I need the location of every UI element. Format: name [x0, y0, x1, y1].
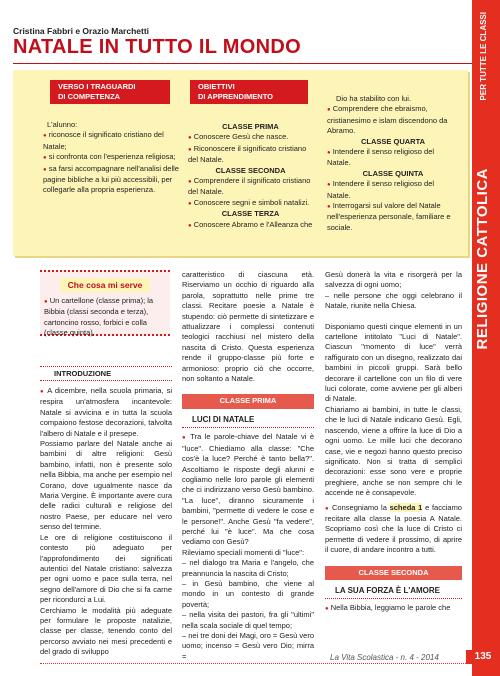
continued-text: Dio ha stabilito con lui.: [336, 94, 412, 103]
body-text: Consegniamo la: [332, 502, 390, 512]
body-paragraph-text: Nella Bibbia, leggiamo le parole che: [330, 603, 451, 613]
traguardi-intro: L'alunno:: [47, 120, 78, 129]
list-item: ● Interrogarsi sul valore del Natale nell'esperienza personale, familiare e sociale.: [327, 201, 451, 232]
body-paragraph: Gesù donerà la vita e risorgerà per la salvezza di ogni uomo;: [325, 270, 462, 290]
materials-text: ● Un cartellone (classe prima); la Bibbia (classi seconda e terza), cartoncino rosso, forbici e colla (classe quinta).: [44, 296, 154, 338]
list-item-text: Interrogarsi sul valore del Natale nell'esperienza personale, familiare e sociale.: [327, 201, 451, 232]
list-item: – nei tre doni dei Magi, oro = Gesù vero uomo; incenso = Gesù vero Dio; mirra =: [182, 631, 314, 661]
list-item: ● Intendere il senso religioso del Natale.: [327, 147, 435, 168]
obiettivi-text-cont: [327, 94, 459, 233]
body-paragraph-text: Tra le parole-chiave del Natale vi è "luce". Chiediamo alla classe: "Che cos'è la luce? Perché è tanto bella?". Ascoltiamo le risposte degli alunni e cogliamo nelle loro parole gli elementi che ci indirizzano verso Gesù bambino. "La luce", diranno sicuramente i bambini, "permette di vedere le cose e le persone!". Anche Gesù "fa vedere", perché lui "è luce". Ma che cosa vediamo con Gesù?: [182, 432, 315, 547]
section-classe-seconda: CLASSE SECONDA: [325, 566, 462, 580]
body-paragraph: ● Tra le parole-chiave del Natale vi è "luce". Chiediamo alla classe: "Che cos'è la luce? Perché è tanto bella?". Ascoltiamo le risposte degli alunni e cogliamo nelle loro parole gli elementi che ci indirizzano verso Gesù bambino. "La luce", diranno sicuramente i bambini, "permette di vedere le cose e le persone!". Anche Gesù "fa vedere", perché lui "è luce". Ma che cosa vediamo con Gesù?: [182, 432, 315, 547]
class-heading: CLASSE QUINTA: [362, 168, 424, 178]
traguardi-heading-line2: DI COMPETENZA: [58, 92, 121, 101]
list-item-text: Comprendere che ebraismo, cristianesimo e islam discendono da Abramo.: [327, 104, 448, 136]
list-item: – nella visita dei pastori, fra gli "ultimi" nella scala sociale di quel tempo;: [182, 610, 314, 630]
page-title: NATALE IN TUTTO IL MONDO: [13, 36, 301, 58]
obiettivi-heading: [190, 80, 308, 104]
list-item: ● Conoscere Gesù che nasce.: [188, 132, 289, 142]
magazine-name: La Vita Scolastica - n. 4 - 2014: [330, 653, 439, 662]
class-heading: CLASSE QUARTA: [360, 136, 426, 146]
column-3: [325, 270, 462, 615]
list-item: – in Gesù bambino, che viene al mondo in un contesto di grande povertà;: [182, 578, 314, 609]
list-item-text: Intendere il senso religioso del Natale.: [327, 179, 435, 200]
body-paragraph: – nelle persone che oggi celebrano il Natale, riunite nella Chiesa.: [325, 290, 462, 311]
body-paragraph: ● Nella Bibbia, leggiamo le parole che: [325, 603, 451, 613]
intro-section: [40, 366, 172, 658]
materials-box: [40, 270, 170, 336]
traguardi-header: [50, 80, 170, 104]
page-number: 135: [466, 650, 500, 664]
materials-text-body: Un cartellone (classe prima); la Bibbia (classi seconda e terza), cartoncino rosso, forbici e colla (classe quinta).: [44, 296, 154, 338]
materials-heading: Che cosa mi serve: [60, 278, 150, 292]
intro-paragraph: Possiamo parlare del Natale anche ai bambini di altre religioni: Gesù bambino, infatti, non è presente solo nella Bibbia, ma anche per esempio nel Corano, dove ugualmente nasce da Maria Vergine. È importante avere cura delle radici culturali e religiose del nostro Paese, per educare nel vero senso del termine.: [40, 439, 172, 532]
intro-paragraph: ● A dicembre, nella scuola primaria, si respira un'atmosfera incantevole: Natale si avvicina e in tutta la scuola compaiono festose decorazioni, talvolta l'albero di Natale e il presepe.: [40, 386, 172, 438]
traguardi-heading-line1: VERSO I TRAGUARDI: [58, 82, 136, 91]
list-item-text: si confronta con l'esperienza religiosa;: [48, 152, 176, 162]
list-item: ● Conoscere Abramo e l'Alleanza che: [188, 219, 313, 229]
list-item: ● Riconoscere il significato cristiano del Natale.: [188, 143, 307, 165]
body-text: e facciamo recitare alla classe la poesia A Natale. Scopriamo così che la luce di Cristo ci permette di vedere il prossimo, di aprire il cuore, di andare incontro a tutti.: [325, 502, 462, 555]
list-item-text: Intendere il senso religioso del Natale.: [327, 147, 435, 168]
list-item: ● sa farsi accompagnare nell'analisi delle pagine bibliche a lui più accessibili, per collegarle alla propria esperienza.: [43, 163, 179, 195]
list-item: ● si confronta con l'esperienza religiosa;: [43, 152, 176, 162]
class-heading: CLASSE TERZA: [221, 209, 280, 219]
list-item-text: riconosce il significato cristiano del Natale;: [43, 130, 164, 151]
obiettivi-heading-line1: OBIETTIVI: [198, 82, 235, 91]
subheading-luci: LUCI DI NATALE: [182, 415, 314, 428]
class-heading: CLASSE PRIMA: [222, 122, 279, 131]
list-item-text: Conoscere Gesù che nasce.: [193, 132, 289, 142]
list-item: ● Conoscere segni e simboli natalizi.: [188, 197, 310, 207]
list-item-text: Riconoscere il significato cristiano del Natale.: [188, 143, 307, 165]
footer-rule: [40, 663, 466, 664]
intro-paragraph-text: A dicembre, nella scuola primaria, si respira un'atmosfera incantevole: Natale si avvicina e in tutta la scuola compaiono festose decorazioni, talvolta l'albero di Natale e il presepe.: [40, 386, 172, 438]
subheading-forza: LA SUA FORZA È L'AMORE: [325, 586, 462, 599]
sidebar-top-label: PER TUTTE LE CLASSI: [479, 12, 488, 101]
obiettivi-header: [190, 80, 308, 104]
body-paragraph: Chiariamo ai bambini, in tutte le classi, che le luci di Natale indicano Gesù. Egli, nascendo, viene a offrire la luce di Dio a ogni uomo. Le mille luci che decorano case, vie e negozi hanno questo preciso significato. Non si tratta di semplici decorazioni: esse sono vere e proprie preghiere, anche se non sempre chi le accende ne è consapevole.: [325, 404, 462, 498]
title-rule: [13, 63, 473, 64]
list-item-text: sa farsi accompagnare nell'analisi delle pagine bibliche a lui più accessibili, per collegarle alla propria esperienza.: [43, 163, 179, 195]
body-paragraph: Rileviamo speciali momenti di "luce":: [182, 547, 305, 557]
list-item: ● Intendere il senso religioso del Natale.: [327, 179, 435, 200]
list-item: ● Comprendere che ebraismo, cristianesimo e islam discendono da Abramo.: [327, 104, 448, 136]
list-item: ● Comprendere il significato cristiano del Natale.: [188, 176, 311, 197]
intro-paragraph: Cerchiamo le modalità più adeguate per formulare le proposte natalizie, classe per classe, tenendo conto del percorso avviato nei mesi precedenti e del grado di sviluppo: [40, 605, 172, 657]
obiettivi-text: [188, 122, 313, 231]
intro-paragraph: Le ore di religione costituiscono il contesto più adeguato per l'approfondimento dei significati autentici del Natale cristiano: salvezza per ogni uomo e pace sulla terra, nel segno dell'amore di Dio che si fa carne per ricondurci a Lui.: [40, 532, 172, 605]
worksheet-highlight: scheda 1: [389, 502, 423, 512]
body-paragraph: ● Consegniamo la scheda 1 e facciamo recitare alla classe la poesia A Natale. Scopriamo così che la luce di Cristo ci permette di vedere il prossimo, di aprire il cuore, di andare incontro a tutti.: [325, 502, 462, 555]
section-classe-prima: CLASSE PRIMA: [182, 394, 314, 408]
intro-heading: INTRODUZIONE: [40, 366, 172, 381]
list-item-text: Comprendere il significato cristiano del Natale.: [188, 176, 311, 197]
sidebar-subject: RELIGIONE CATTOLICA: [474, 168, 491, 350]
column-2: [182, 270, 314, 662]
list-item: – nel dialogo tra Maria e l'angelo, che preannuncia la nascita di Cristo;: [182, 558, 314, 578]
list-item-text: Conoscere segni e simboli natalizi.: [193, 197, 310, 207]
traguardi-heading: [50, 80, 170, 104]
list-item: ● riconosce il significato cristiano del Natale;: [43, 130, 164, 151]
list-item-text: Conoscere Abramo e l'Alleanza che: [193, 219, 313, 229]
body-paragraph: caratteristico di ciascuna età. Riserviamo un occhio di riguardo alla parola, soprattutto nelle prime tre classi. Recitare poesie a Natale è stupendo: ciò permette di sintetizzare e attualizzare i complessi contenuti teologici racchiusi nel mistero della nascita di Cristo. Questa esperienza rende il gruppo-classe più forte e armonioso: proprio ciò che occorre, non soltanto a Natale.: [182, 270, 314, 384]
authors: Cristina Fabbri e Orazio Marchetti: [13, 26, 150, 36]
body-paragraph: Disponiamo questi cinque elementi in un cartellone intitolato "Luci di Natale". Ciascun "momento di luce" verrà raffigurato con un disegno, realizzato dai bambini in piccoli gruppi. Sarà bello decorare il cartellone con un filo di vere luci colorate, come avviene per gli alberi di Natale.: [325, 321, 462, 404]
class-heading: CLASSE SECONDA: [215, 165, 286, 175]
intro-body: [40, 386, 172, 658]
traguardi-text: [43, 120, 180, 196]
obiettivi-heading-line2: DI APPRENDIMENTO: [198, 92, 274, 101]
